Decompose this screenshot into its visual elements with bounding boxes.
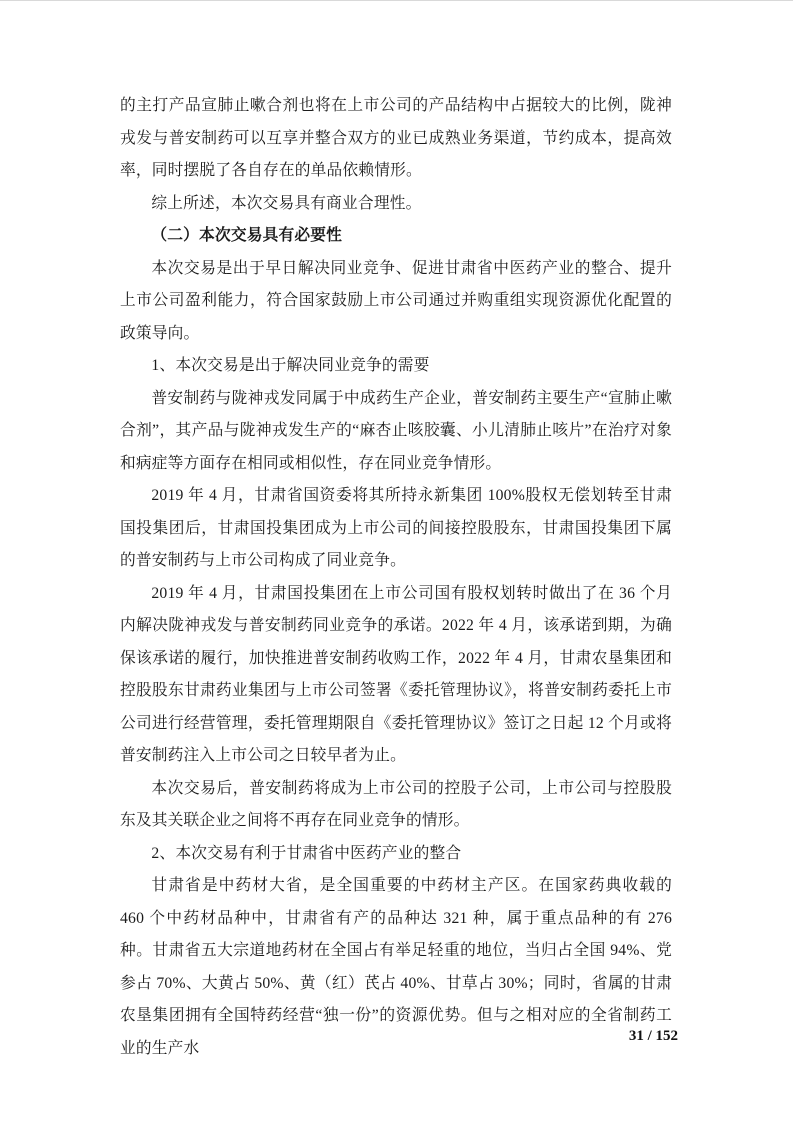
paragraph: 2019 年 4 月，甘肃国投集团在上市公司国有股权划转时做出了在 36 个月内解决陇神戎发与普安制药同业竞争的承诺。2022 年 4 月，该承诺到期，为确保该承诺的履行，加快推进普安制药收购工作，2022 年 4 月，甘肃农垦集团和控股股东甘肃药业集团与上市公司签署《委托管理协议》，将普安制药委托上市公司进行经营管理，委托管理期限自《委托管理协议》签订之日起 12 个月或将普安制药注入上市公司之日较早者为止。 [120, 584, 672, 764]
paragraph: 本次交易是出于早日解决同业竞争、促进甘肃省中医药产业的整合、提升上市公司盈利能力，符合国家鼓励上市公司通过并购重组实现资源优化配置的政策导向。 [120, 259, 672, 342]
paragraph-carryover: 的主打产品宣肺止嗽合剂也将在上市公司的产品结构中占据较大的比例，陇神戎发与普安制药可以互享并整合双方的业已成熟业务渠道，节约成本，提高效率，同时摆脱了各自存在的单品依赖情形。 [120, 97, 672, 179]
paragraph: 2019 年 4 月，甘肃省国资委将其所持永新集团 100%股权无偿划转至甘肃国投集团后，甘肃国投集团成为上市公司的间接控股股东，甘肃国投集团下属的普安制药与上市公司构成了同业竞争。 [120, 487, 672, 569]
paragraph-conclusion: 综上所述，本次交易具有商业合理性。 [151, 194, 422, 212]
numbered-point-1-heading: 1、本次交易是出于解决同业竞争的需要 [151, 357, 430, 374]
page-number: 31 / 152 [628, 1028, 678, 1044]
numbered-point-2-heading: 2、本次交易有利于甘肃省中医药产业的整合 [151, 844, 462, 862]
paragraph: 普安制药与陇神戎发同属于中成药生产企业，普安制药主要生产“宣肺止嗽合剂”，其产品与陇神戎发生产的“麻杏止咳胶囊、小儿清肺止咳片”在治疗对象和病症等方面存在相同或相似性，存在同业竞争情形。 [120, 389, 672, 472]
paragraph: 本次交易后，普安制药将成为上市公司的控股子公司，上市公司与控股股东及其关联企业之间将不再存在同业竞争的情形。 [120, 779, 672, 829]
document-body [120, 90, 672, 1065]
paragraph: 甘肃省是中药材大省，是全国重要的中药材主产区。在国家药典收载的 460 个中药材品种中，甘肃省有产的品种达 321 种，属于重点品种的有 276 种。甘肃省五大宗道地药材在全国占有举足轻重的地位，当归占全国 94%、党参占 70%、大黄占 50%、黄（红）芪占 40%、甘草占 30%；同时，省属的甘肃农垦集团拥有全国特药经营“独一份”的资源优势。但与之相对应的全省制药工业的生产水 [120, 877, 672, 1057]
section-heading-necessity: （二）本次交易具有必要性 [151, 227, 343, 244]
